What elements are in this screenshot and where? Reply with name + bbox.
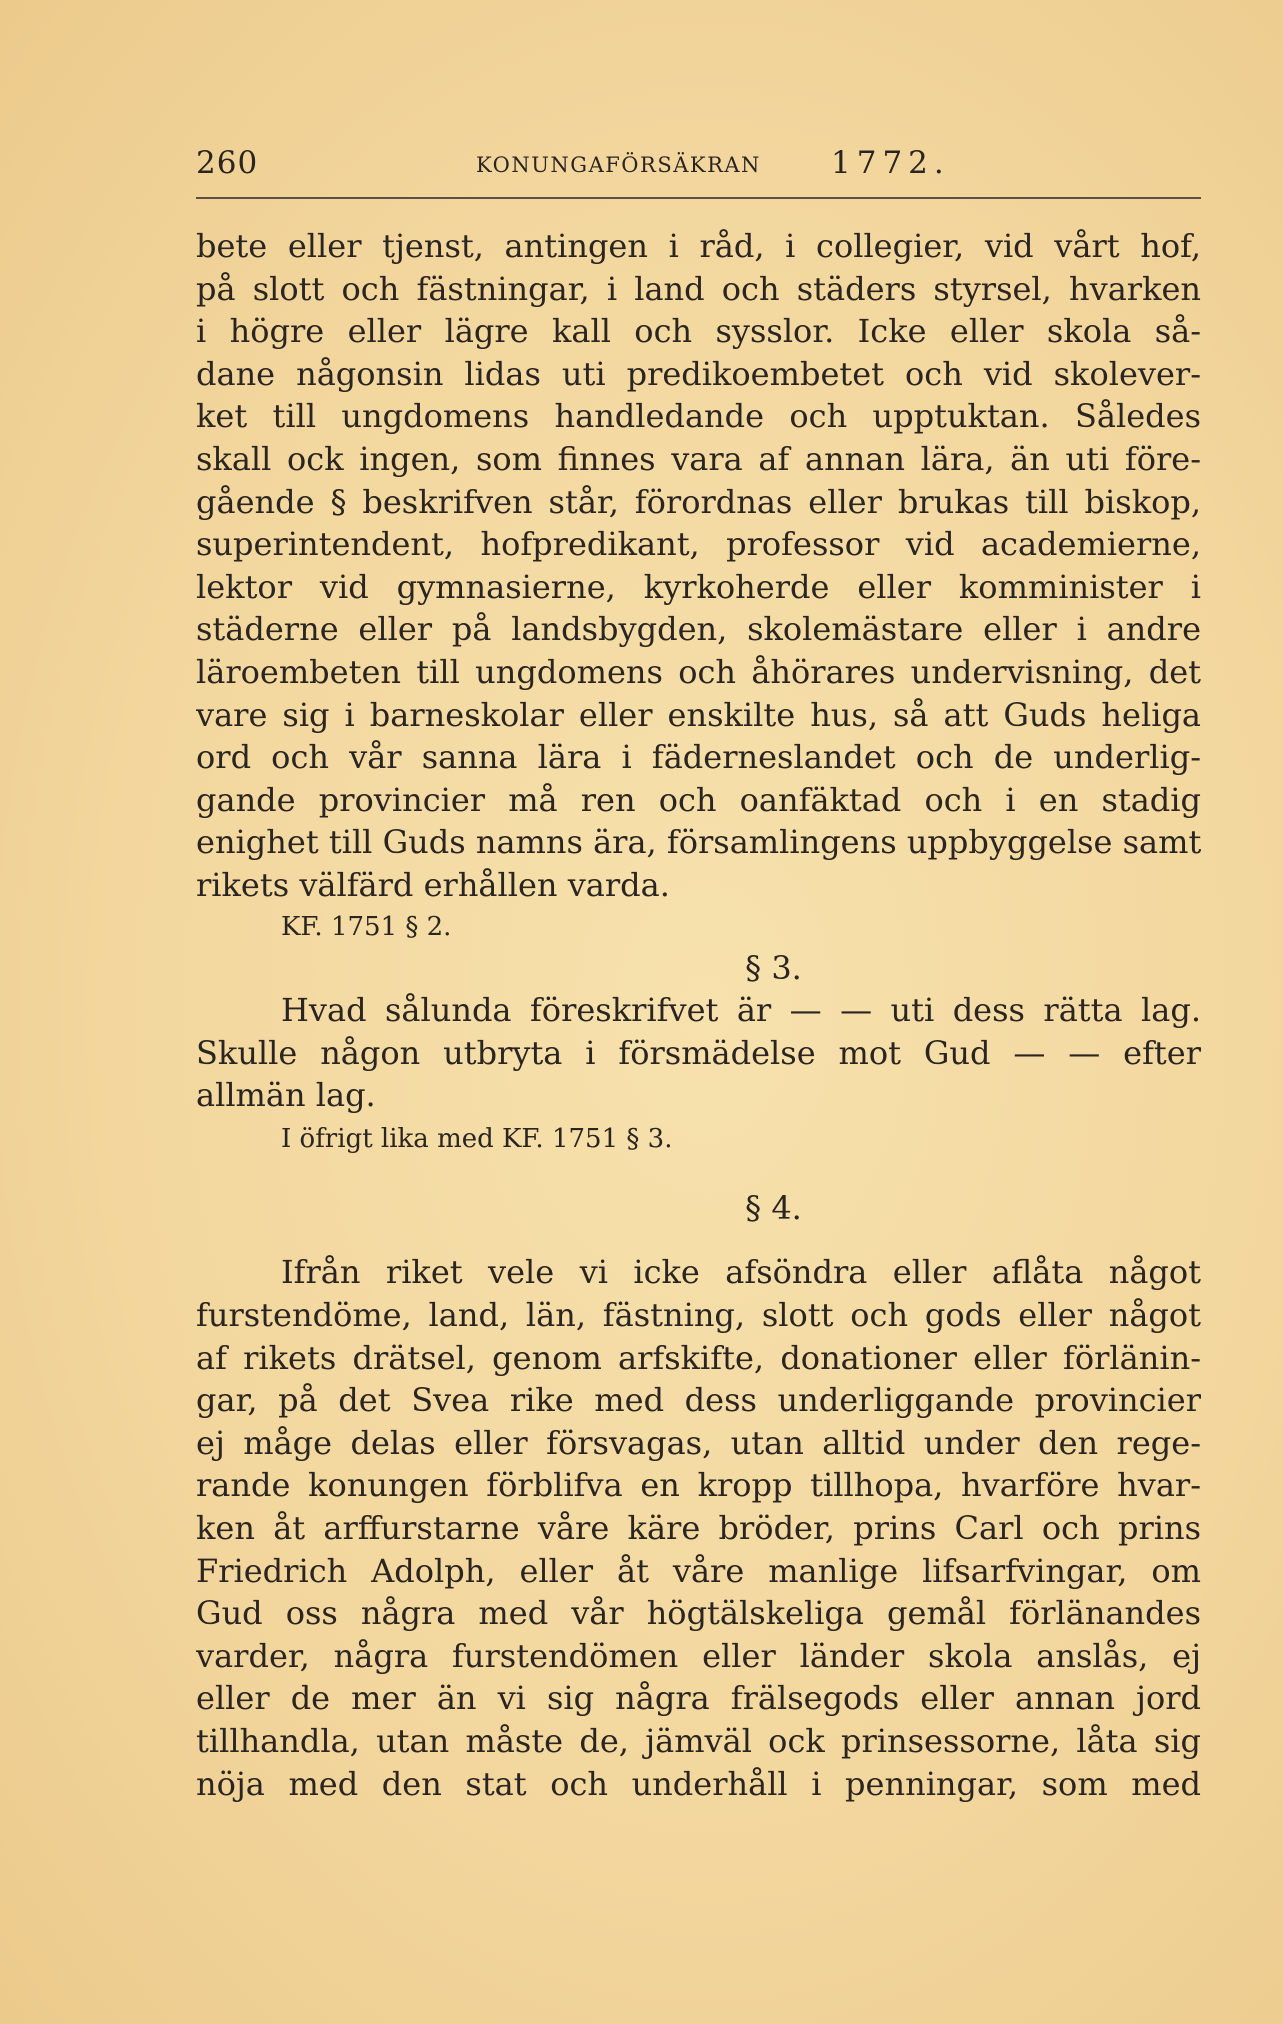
text-line: eller de mer än vi sig några frälsegods eller annan jord	[196, 1679, 1201, 1718]
text-line: ej måge delas eller försvagas, utan alltid under den rege-	[196, 1423, 1201, 1462]
text-line: ken åt arffurstarne våre käre bröder, prins Carl och prins	[196, 1509, 1201, 1548]
text-line: på slott och fästningar, i land och städers styrsel, hvarken	[196, 269, 1201, 308]
text-line: städerne eller på landsbygden, skolemästare eller i andre	[196, 610, 1201, 649]
text-line: vare sig i barneskolar eller enskilte hus, så att Guds heliga	[196, 695, 1201, 734]
text-line: Gud oss några med vår högtälskeliga gemål förlänandes	[196, 1594, 1201, 1633]
text-line: Ifrån riket vele vi icke afsöndra eller aflåta något	[281, 1253, 1201, 1292]
text-line: varder, några furstendömen eller länder skola anslås, ej	[196, 1636, 1201, 1675]
section-4-paragraph	[196, 1251, 1201, 1805]
text-line: gående § beskrifven står, förordnas eller brukas till biskop,	[196, 482, 1201, 521]
section-heading: § 4.	[745, 1188, 802, 1227]
text-line: rande konungen förblifva en kropp tillhopa, hvarföre hvar-	[196, 1466, 1201, 1505]
text-line: af rikets drätsel, genom arfskifte, donationer eller förlänin-	[196, 1338, 1201, 1377]
header-rule	[196, 197, 1201, 199]
text-line: Friedrich Adolph, eller åt våre manlige lifsarfvingar, om	[196, 1551, 1201, 1590]
text-line: allmän lag.	[196, 1076, 376, 1115]
text-line: tillhandla, utan måste de, jämväl ock prinsessorne, låta sig	[196, 1722, 1201, 1760]
text-line: gande provincier må ren och oanfäktad och i en stadig	[196, 780, 1201, 819]
text-line: skall ock ingen, som finnes vara af annan lära, än uti före-	[196, 439, 1201, 478]
text-line: rikets välfärd erhållen varda.	[196, 865, 670, 904]
text-line: Skulle någon utbryta i försmädelse mot Gud — — efter	[196, 1033, 1201, 1072]
text-line: lektor vid gymnasierne, kyrkoherde eller komminister i	[196, 567, 1201, 606]
text-line: furstendöme, land, län, fästning, slott och gods eller något	[196, 1296, 1201, 1335]
reference-note: KF. 1751 § 2.	[281, 911, 452, 942]
text-line: superintendent, hofpredikant, professor vid academierne,	[196, 525, 1201, 564]
running-header	[196, 145, 1201, 189]
text-line: nöja med den stat och underhåll i penningar, som med	[196, 1764, 1201, 1803]
text-line: ord och vår sanna lära i fäderneslandet och de underlig-	[196, 738, 1201, 777]
text-line: Hvad sålunda föreskrifvet är — — uti dess rätta lag.	[281, 991, 1201, 1030]
text-line: bete eller tjenst, antingen i råd, i collegier, vid vårt hof,	[196, 227, 1201, 265]
section-heading: § 3.	[745, 948, 802, 987]
text-line: i högre eller lägre kall och sysslor. Icke eller skola så-	[196, 312, 1201, 351]
page-number: 260	[196, 145, 259, 181]
text-line: ket till ungdomens handledande och upptuktan. Således	[196, 397, 1201, 436]
running-year: 1772.	[831, 145, 950, 181]
text-line: enighet till Guds namns ära, församlingens uppbyggelse samt	[196, 823, 1201, 862]
paragraph-continued	[196, 225, 1201, 907]
text-line: dane någonsin lidas uti predikoembetet och vid skolever-	[196, 354, 1201, 393]
text-line: gar, på det Svea rike med dess underliggande provincier	[196, 1381, 1201, 1420]
section-3-paragraph	[196, 989, 1201, 1117]
text-line: läroembeten till ungdomens och åhörares undervisning, det	[196, 652, 1201, 691]
reference-note: I öfrigt lika med KF. 1751 § 3.	[281, 1123, 673, 1154]
running-title: KONUNGAFÖRSÄKRAN	[476, 153, 761, 177]
page-body	[196, 225, 1201, 1805]
